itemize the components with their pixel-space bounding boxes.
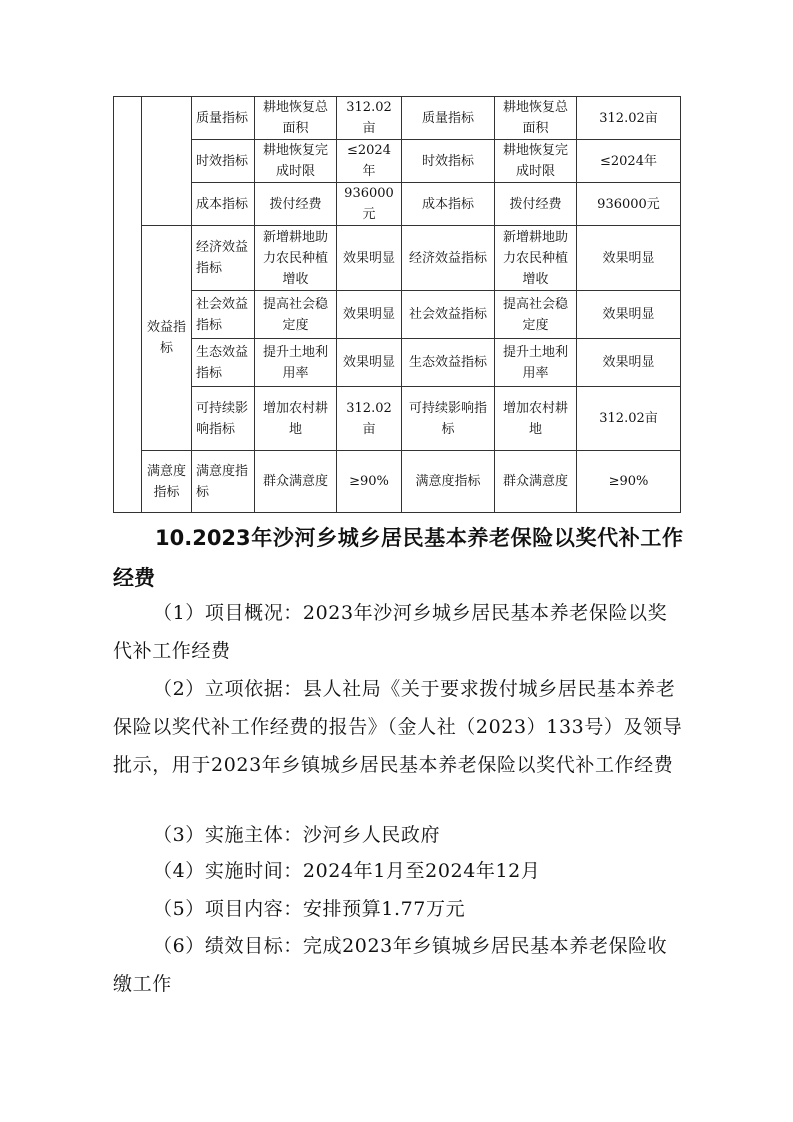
table-row xyxy=(114,387,681,451)
table-cell: 增加农村耕地 xyxy=(495,387,577,451)
table-cell: ≤2024年 xyxy=(337,140,402,183)
paragraph-basis: （2）立项依据：县人社局《关于要求拨付城乡居民基本养老保险以奖代补工作经费的报告》（金人社（2023）133号）及领导批示，用于2023年乡镇城乡居民基本养老保险以奖代补工作经费 xyxy=(113,678,683,776)
table-cell: 936000元 xyxy=(337,183,402,226)
table-cell: 提升土地利用率 xyxy=(255,339,337,387)
table-cell: 经济效益指标 xyxy=(402,226,495,291)
paragraph-goal: （6）绩效目标：完成2023年乡镇城乡居民基本养老保险收缴工作 xyxy=(113,935,668,995)
table-cell: 提高社会稳定度 xyxy=(255,291,337,339)
table-cell: 936000元 xyxy=(577,183,681,226)
table-cell: 效果明显 xyxy=(577,291,681,339)
group-label-benefit: 效益指标 xyxy=(142,226,192,451)
table-cell: 拨付经费 xyxy=(495,183,577,226)
table-cell: 可持续影响指标 xyxy=(192,387,255,451)
table-cell: 满意度指标 xyxy=(402,451,495,513)
paragraph-overview: （1）项目概况：2023年沙河乡城乡居民基本养老保险以奖代补工作经费 xyxy=(113,602,668,662)
table-cell: 耕地恢复完成时限 xyxy=(495,140,577,183)
table-row xyxy=(114,291,681,339)
table-cell: ≤2024年 xyxy=(577,140,681,183)
table-cell: 增加农村耕地 xyxy=(255,387,337,451)
table-cell: 时效指标 xyxy=(192,140,255,183)
table-cell: ≥90% xyxy=(577,451,681,513)
table-cell: 可持续影响指标 xyxy=(402,387,495,451)
table-cell: 社会效益指标 xyxy=(402,291,495,339)
paragraph-content: （5）项目内容：安排预算1.77万元 xyxy=(153,898,466,920)
table-cell: 提升土地利用率 xyxy=(495,339,577,387)
table-cell: 质量指标 xyxy=(402,97,495,140)
table-cell: 耕地恢复完成时限 xyxy=(255,140,337,183)
table-cell: 拨付经费 xyxy=(255,183,337,226)
table-cell: 耕地恢复总面积 xyxy=(495,97,577,140)
group-label-satisfaction: 满意度指标 xyxy=(142,451,192,513)
table-cell: 成本指标 xyxy=(402,183,495,226)
indicator-table xyxy=(113,96,681,513)
table-cell: 新增耕地助力农民种植增收 xyxy=(495,226,577,291)
table-cell: 群众满意度 xyxy=(495,451,577,513)
table-cell: 满意度指标 xyxy=(192,451,255,513)
table-cell: 生态效益指标 xyxy=(402,339,495,387)
table-cell: 新增耕地助力农民种植增收 xyxy=(255,226,337,291)
table-cell xyxy=(114,97,142,513)
table-cell: 效果明显 xyxy=(577,226,681,291)
table-cell: 提高社会稳定度 xyxy=(495,291,577,339)
table-cell: 312.02亩 xyxy=(337,387,402,451)
table-cell: 效果明显 xyxy=(337,291,402,339)
table-row xyxy=(114,97,681,140)
table-cell: 群众满意度 xyxy=(255,451,337,513)
table-cell xyxy=(142,97,192,226)
table-cell: 时效指标 xyxy=(402,140,495,183)
table-cell: 耕地恢复总面积 xyxy=(255,97,337,140)
table-cell: ≥90% xyxy=(337,451,402,513)
table-cell: 社会效益指标 xyxy=(192,291,255,339)
table-cell: 成本指标 xyxy=(192,183,255,226)
table-cell: 312.02亩 xyxy=(337,97,402,140)
table-row xyxy=(114,183,681,226)
table-cell: 经济效益指标 xyxy=(192,226,255,291)
paragraph-subject: （3）实施主体：沙河乡人民政府 xyxy=(153,824,441,846)
table-row xyxy=(114,339,681,387)
table-row xyxy=(114,140,681,183)
paragraph-time: （4）实施时间：2024年1月至2024年12月 xyxy=(153,860,541,882)
table-row xyxy=(114,451,681,513)
table-cell: 效果明显 xyxy=(337,226,402,291)
table-cell: 312.02亩 xyxy=(577,97,681,140)
table-cell: 效果明显 xyxy=(337,339,402,387)
section-title: 10.2023年沙河乡城乡居民基本养老保险以奖代补工作经费 xyxy=(113,526,683,590)
table-cell: 效果明显 xyxy=(577,339,681,387)
table-row xyxy=(114,226,681,291)
table-cell: 312.02亩 xyxy=(577,387,681,451)
table-cell: 生态效益指标 xyxy=(192,339,255,387)
table-cell: 质量指标 xyxy=(192,97,255,140)
